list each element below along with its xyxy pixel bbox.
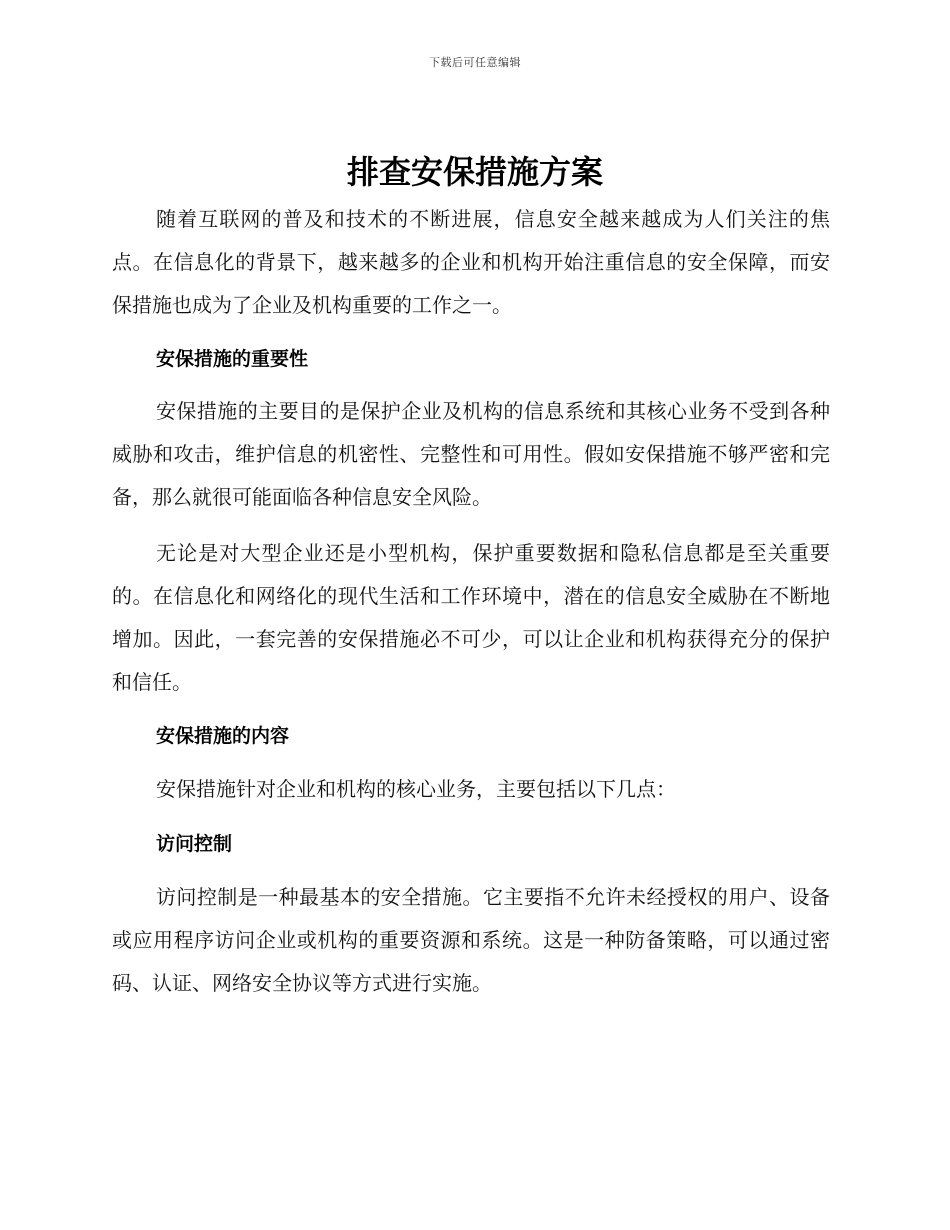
document-title: 排查安保措施方案 [346,153,603,191]
intro-paragraph: 随着互联网的普及和技术的不断进展，信息安全越来越成为人们关注的焦点。在信息化的背景下，越来越多的企业和机构开始注重信息的安全保障，而安保措施也成为了企业及机构重要的工作之一。 [112,207,830,317]
importance-paragraph-2: 无论是对大型企业还是小型机构，保护重要数据和隐私信息都是至关重要的。在信息化和网络化的现代生活和工作环境中，潜在的信息安全威胁在不断地增加。因此，一套完善的安保措施必不可少，可以让企业和机构获得充分的保护和信任。 [112,541,830,694]
content-paragraph: 安保措施针对企业和机构的核心业务，主要包括以下几点： [156,777,676,801]
access-control-paragraph: 访问控制是一种最基本的安全措施。它主要指不允许未经授权的用户、设备或应用程序访问企业或机构的重要资源和系统。这是一种防备策略，可以通过密码、认证、网络安全协议等方式进行实施。 [112,885,830,995]
header-note: 下载后可任意编辑 [429,56,521,69]
importance-paragraph-1: 安保措施的主要目的是保护企业及机构的信息系统和其核心业务不受到各种威胁和攻击，维护信息的机密性、完整性和可用性。假如安保措施不够严密和完备，那么就很可能面临各种信息安全风险。 [112,399,830,509]
section-heading-access-control: 访问控制 [156,833,233,855]
section-heading-content: 安保措施的内容 [156,725,290,747]
section-heading-importance: 安保措施的重要性 [156,348,309,370]
